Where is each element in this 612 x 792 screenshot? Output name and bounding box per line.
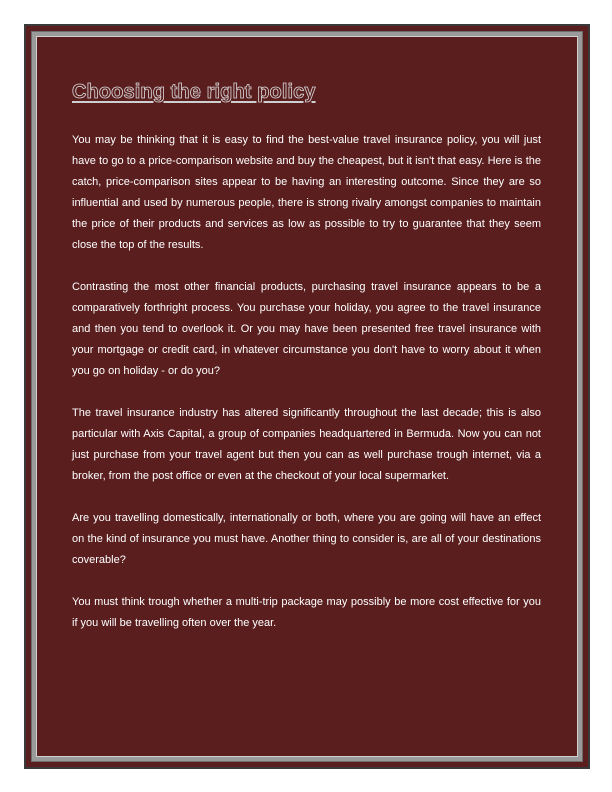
paragraph-4: Are you travelling domestically, internationally or both, where you are going will have an effect on the kind of insurance you must have. Another thing to consider is, are all of your destinations coverable?: [72, 512, 541, 566]
paragraph-1: You may be thinking that it is easy to find the best-value travel insurance policy, you will just have to go to a price-comparison website and buy the cheapest, but it isn't that easy. Here is the catch, price-comparison sites appear to be having an interesting outcome. Since they are so influential and used by numerous people, there is strong rivalry amongst companies to maintain the price of their products and services as low as possible to try to guarantee that they seem close the top of the results.: [72, 134, 541, 251]
paragraph-3: The travel insurance industry has altered significantly throughout the last decade; this is also particular with Axis Capital, a group of companies headquartered in Bermuda. Now you can not just purchase from your travel agent but then you can as well purchase trough internet, via a broker, from the post office or even at the checkout of your local supermarket.: [72, 407, 541, 482]
page-title: Choosing the right policy: [72, 81, 316, 103]
paragraph-5: You must think trough whether a multi-trip package may possibly be more cost effective for you if you will be travelling often over the year.: [72, 596, 541, 629]
article-content: [72, 78, 541, 655]
paragraph-2: Contrasting the most other financial products, purchasing travel insurance appears to be a comparatively forthright process. You purchase your holiday, you agree to the travel insurance and then you tend to overlook it. Or you may have been presented free travel insurance with your mortgage or credit card, in whatever circumstance you don't have to worry about it when you go on holiday - or do you?: [72, 281, 541, 377]
